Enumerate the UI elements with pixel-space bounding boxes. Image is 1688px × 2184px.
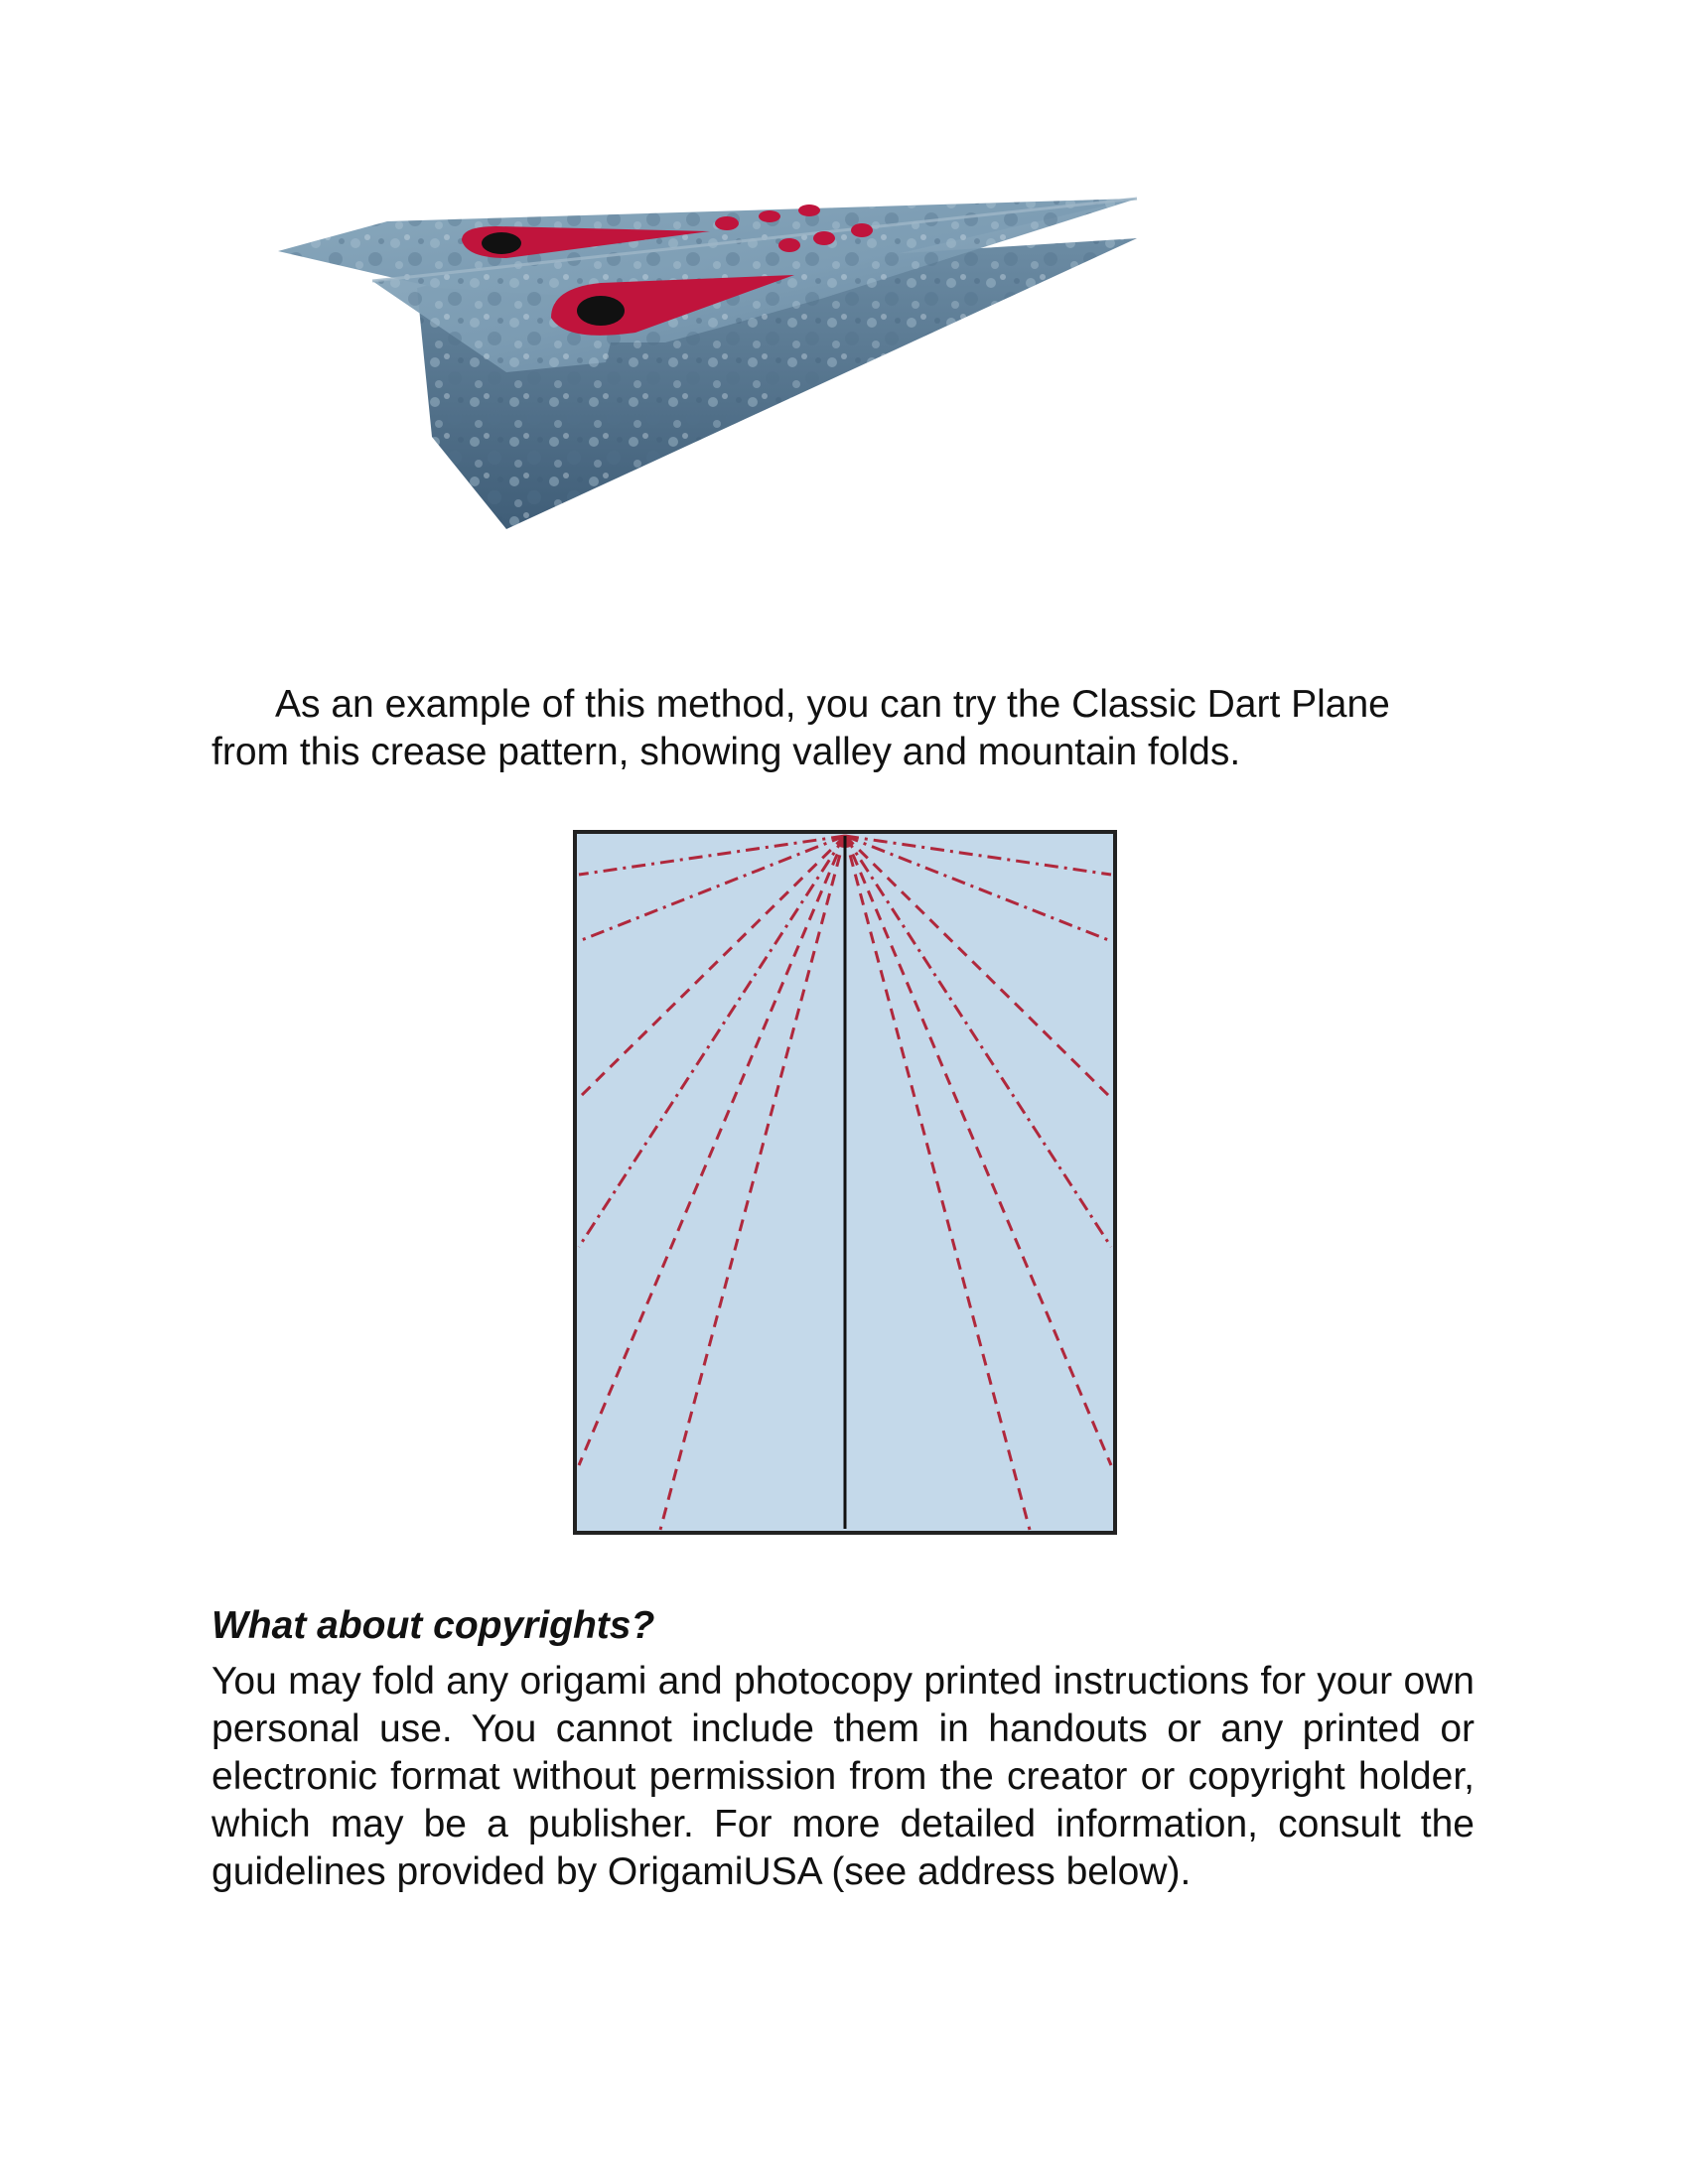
intro-paragraph: As an example of this method, you can try the Classic Dart Plane from this crease pattern, showing valley and mountain folds. <box>211 683 1390 773</box>
crease-pattern-diagram <box>573 830 1117 1535</box>
paper-dart-plane-photo <box>268 194 1410 620</box>
copyright-paragraph: You may fold any origami and photocopy printed instructions for your own personal use. You cannot include them in handouts or any printed or electronic format without permission from the creator or copyright holder, which may be a publisher. For more detailed information, consult the guidelines provided by OrigamiUSA (see address below). <box>211 1660 1475 1893</box>
copyright-heading: What about copyrights? <box>211 1604 655 1647</box>
